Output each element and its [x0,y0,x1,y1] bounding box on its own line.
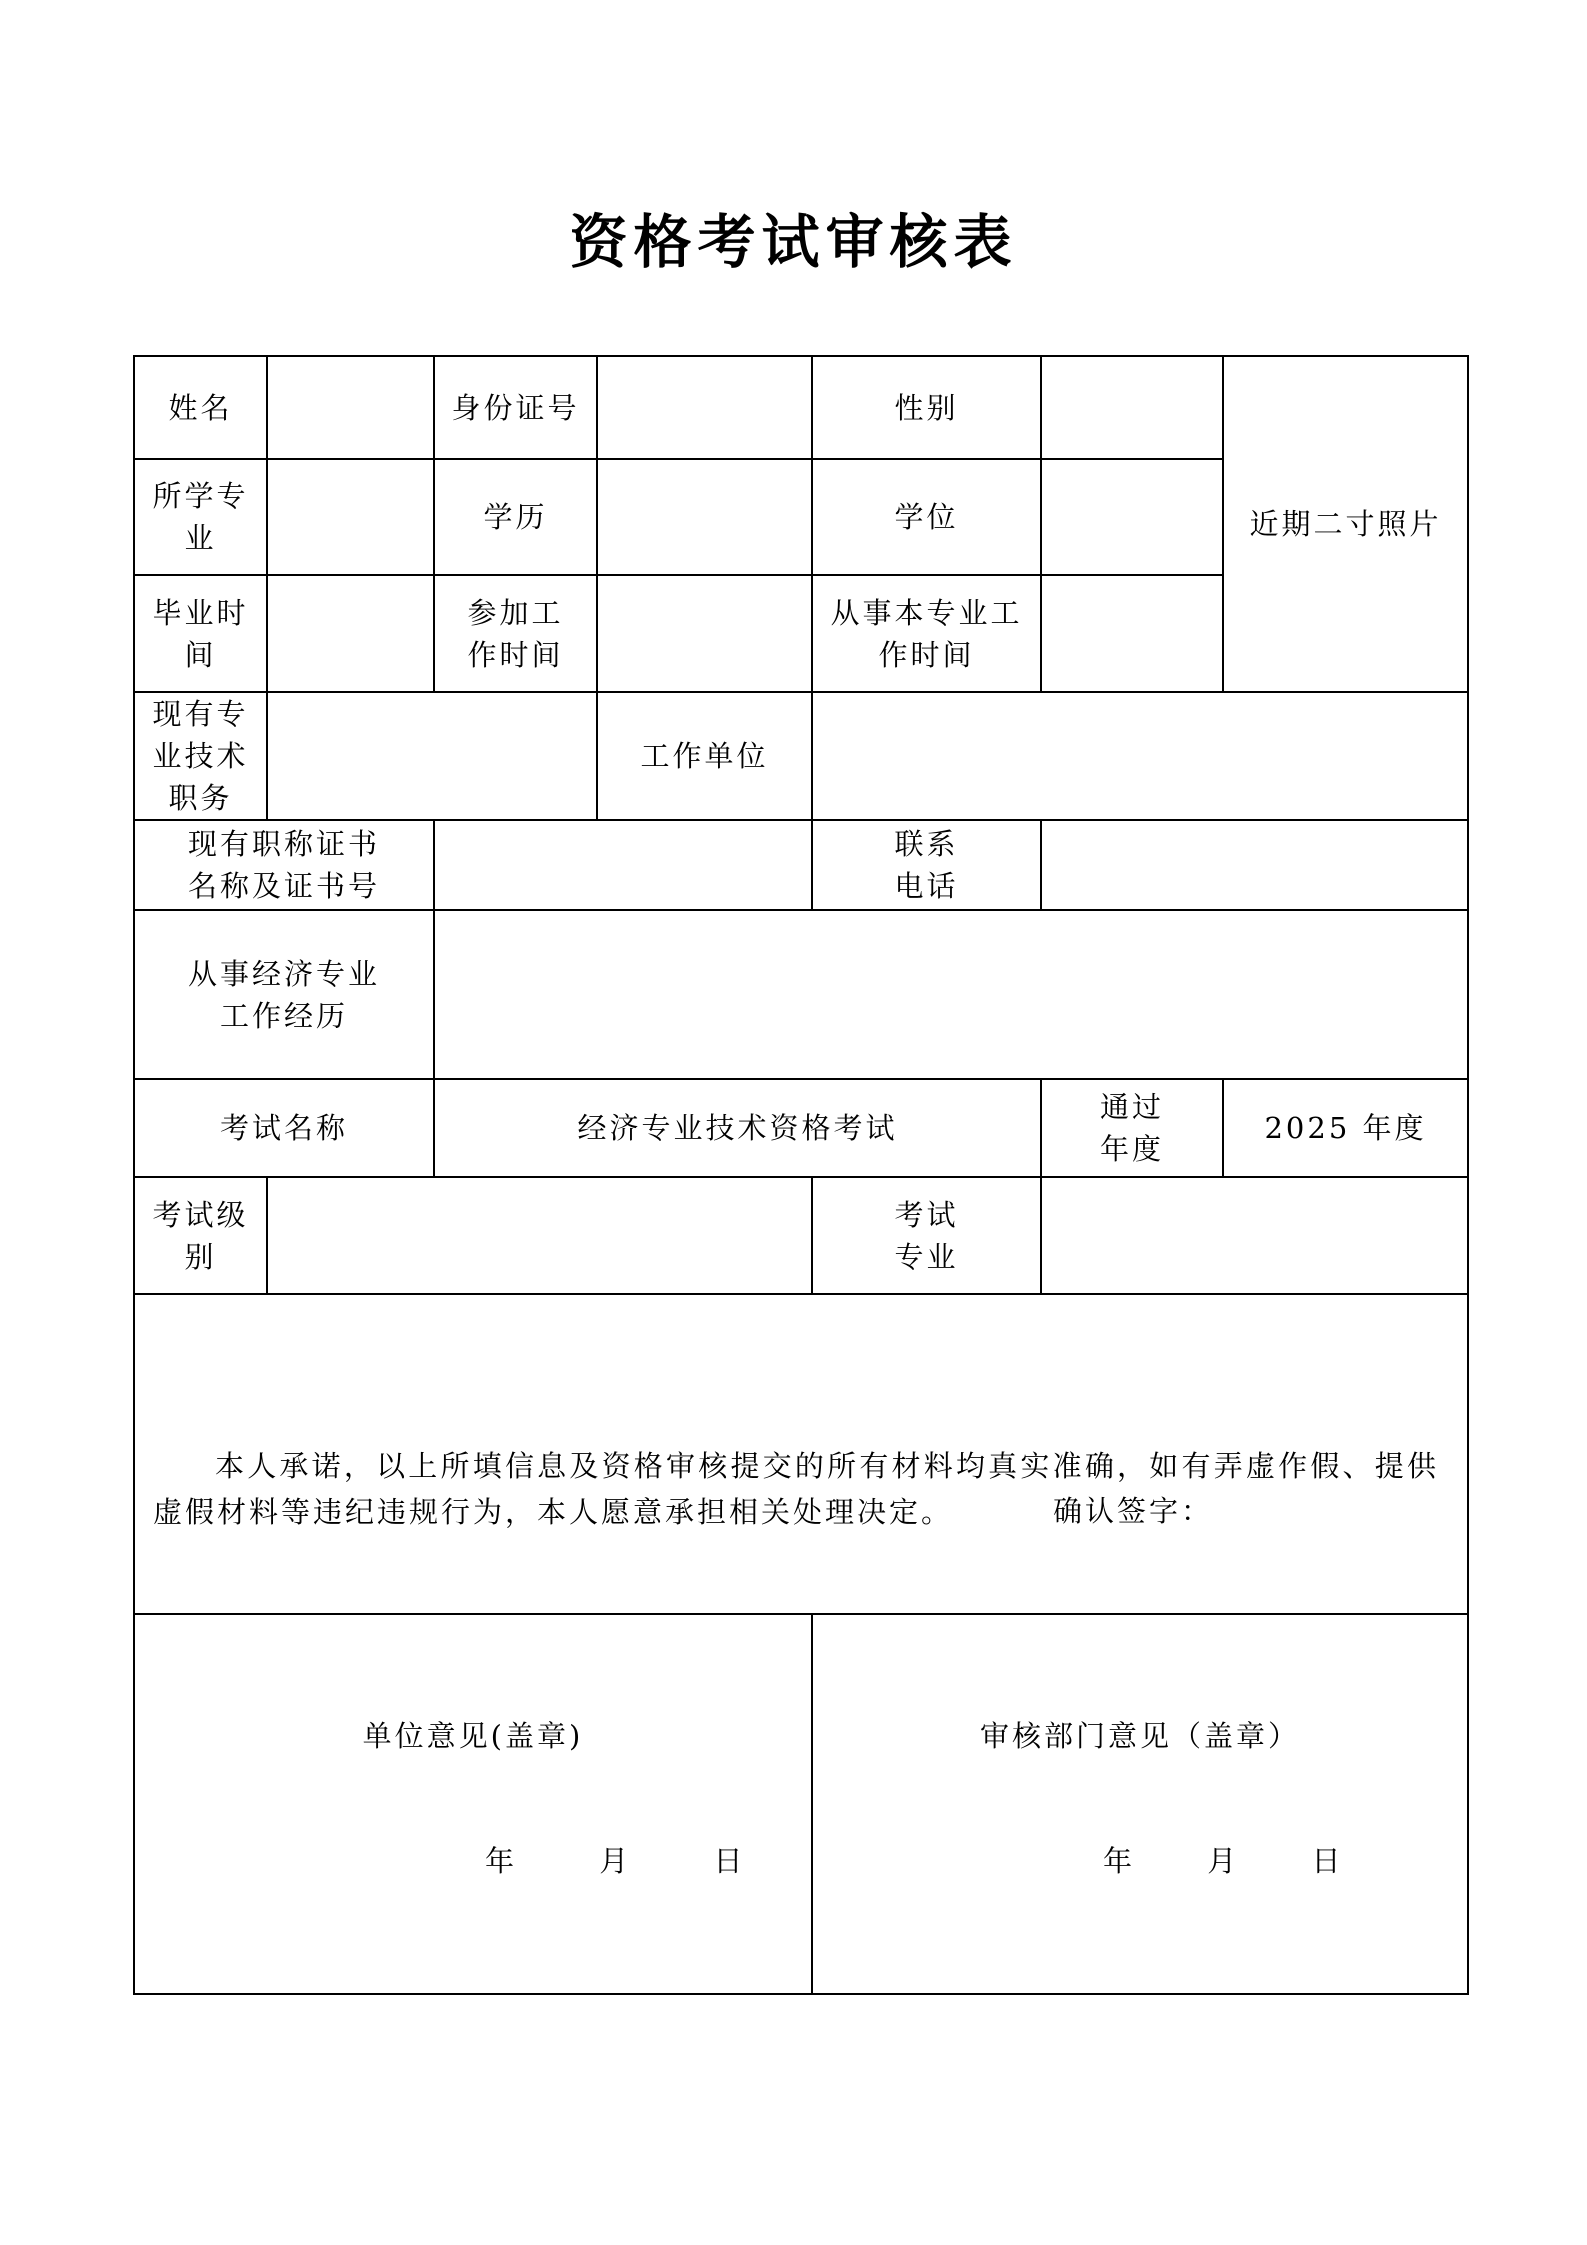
pass-year-value [1223,1079,1468,1177]
education-field[interactable] [597,459,812,575]
experience-label [134,910,434,1079]
cell-label-text: 现有专业技术职务 [152,697,249,815]
cell-label-text: 经济专业技术资格考试 [577,1111,898,1145]
cell-label-text: 参加工作时间 [467,595,564,672]
review-day-label: 日 [1311,1844,1344,1878]
name-field[interactable] [267,356,434,459]
cell-label-text: 2025 年度 [1264,1111,1427,1145]
id-number-label [434,356,597,459]
cell-label-text: 学位 [894,500,959,534]
unit-year-label: 年 [485,1844,518,1878]
certificate-label [134,820,434,910]
cell-label-text: 姓名 [168,390,233,425]
exam-major-label [812,1177,1041,1294]
cell-label-text: 身份证号 [451,390,580,425]
unit-day-label: 日 [713,1844,746,1878]
gender-label [812,356,1041,459]
pledge-text: 本人承诺，以上所填信息及资格审核提交的所有材料均真实准确，如有弄虚作假、提供虚假材料等违纪违规行为，本人愿意承担相关处理决定。 [153,1449,1439,1529]
review-opinion-title: 审核部门意见（盖章） [979,1719,1300,1753]
education-label [434,459,597,575]
cell-label-text: 毕业时间 [152,595,249,672]
cell-label-text: 通过年度 [1099,1090,1164,1166]
review-opinion-section[interactable] [812,1614,1468,1994]
cell-label-text: 联系电话 [894,827,959,903]
work-start-time-label [434,575,597,692]
id-number-field[interactable] [597,356,812,459]
photo-box[interactable] [1223,356,1468,692]
graduation-time-label [134,575,267,692]
pass-year-label [1041,1079,1223,1177]
cell-label-text: 从事经济专业工作经历 [187,956,380,1033]
qualification-review-form [133,355,1469,1995]
graduation-time-field[interactable] [267,575,434,692]
exam-name-label [134,1079,434,1177]
unit-month-label: 月 [599,1844,632,1878]
cell-label-text: 从事本专业工作时间 [830,595,1023,672]
review-year-label: 年 [1103,1844,1136,1878]
employer-field[interactable] [812,692,1468,820]
unit-opinion-title: 单位意见(盖章) [362,1719,584,1753]
page-title: 资格考试审核表 [569,208,1018,276]
experience-field[interactable] [434,910,1468,1079]
exam-name-value [434,1079,1041,1177]
professional-work-time-field[interactable] [1041,575,1223,692]
phone-label [812,820,1041,910]
phone-field[interactable] [1041,820,1468,910]
name-label [134,356,267,459]
cell-label-text: 近期二寸照片 [1249,507,1442,541]
cell-label-text: 现有职称证书名称及证书号 [187,827,380,903]
review-month-label: 月 [1207,1844,1240,1878]
current-position-label [134,692,267,820]
exam-major-field[interactable] [1041,1177,1468,1294]
review-opinion-date [1103,1840,1343,1882]
current-position-field[interactable] [267,692,597,820]
exam-level-label [134,1177,267,1294]
unit-opinion-date [485,1840,745,1882]
degree-field[interactable] [1041,459,1223,575]
cell-label-text: 考试专业 [894,1197,959,1274]
signature-label[interactable]: 确认签字： [1053,1494,1214,1528]
cell-label-text: 所学专业 [152,479,249,555]
cell-label-text: 工作单位 [640,739,769,773]
work-start-time-field[interactable] [597,575,812,692]
major-field[interactable] [267,459,434,575]
pledge-section [134,1294,1468,1614]
major-label [134,459,267,575]
certificate-field[interactable] [434,820,812,910]
cell-label-text: 考试级别 [152,1197,249,1274]
unit-opinion-section[interactable] [134,1614,812,1994]
gender-field[interactable] [1041,356,1223,459]
cell-label-text: 考试名称 [219,1111,348,1145]
professional-work-time-label [812,575,1041,692]
cell-label-text: 性别 [894,390,959,425]
degree-label [812,459,1041,575]
exam-level-field[interactable] [267,1177,812,1294]
cell-label-text: 学历 [483,500,548,534]
employer-label [597,692,812,820]
